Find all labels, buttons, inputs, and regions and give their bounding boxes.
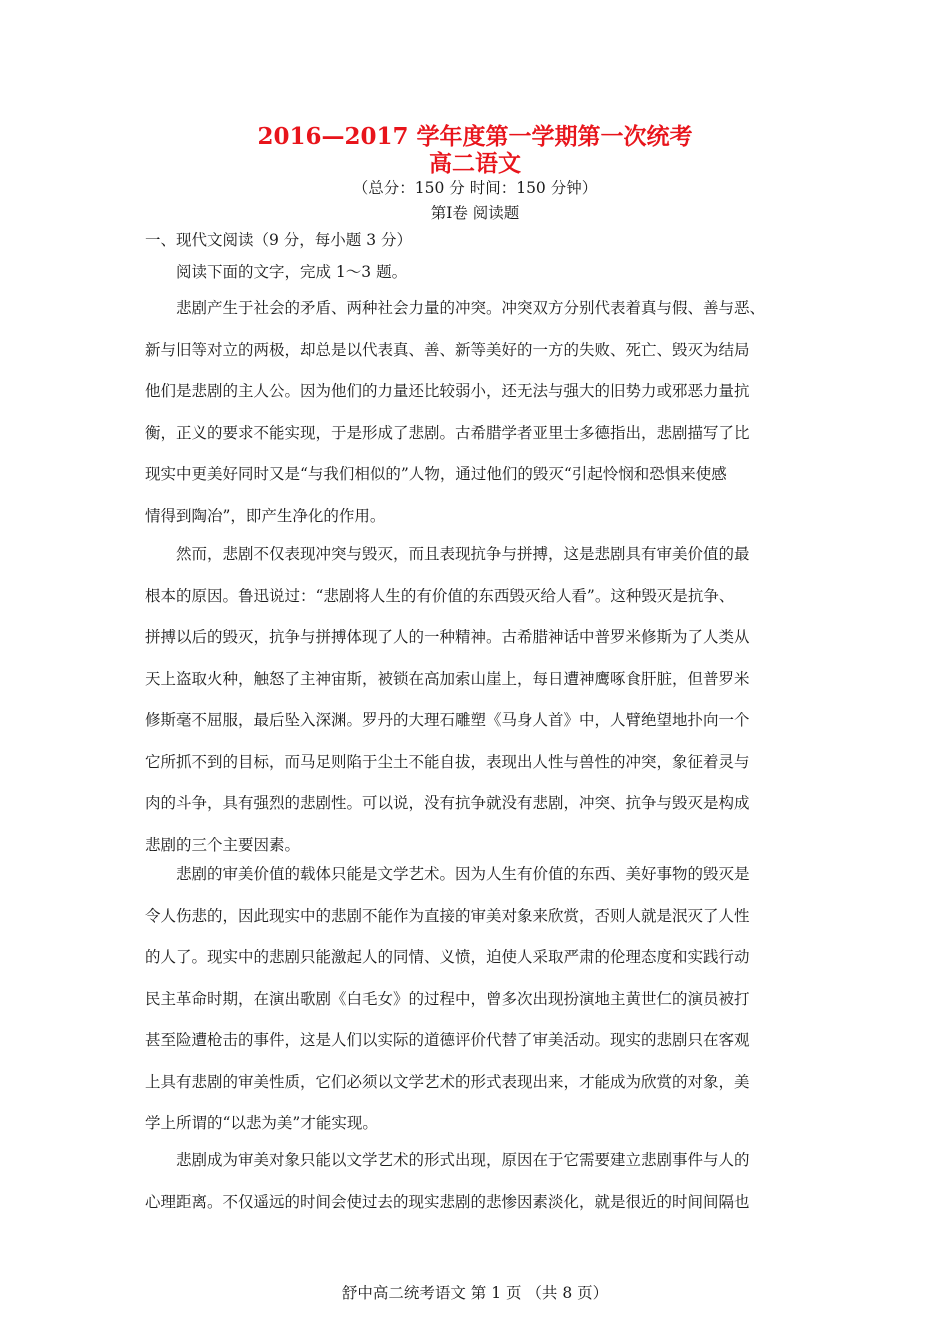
section-heading: 一、现代文阅读（9 分，每小题 3 分） <box>145 231 413 249</box>
paragraph-line: 肉的斗争，具有强烈的悲剧性。可以说，没有抗争就没有悲剧，冲突、抗争与毁灭是构成 <box>145 794 750 812</box>
paragraph-line: 它所抓不到的目标，而马足则陷于尘土不能自拔，表现出人性与兽性的冲突，象征着灵与 <box>145 752 750 771</box>
paragraph-line: 天上盗取火种，触怒了主神宙斯，被锁在高加索山崖上，每日遭神鹰啄食肝脏，但普罗米 <box>145 669 750 688</box>
passage-paragraph-1 <box>145 298 813 547</box>
paragraph-line: 拼搏以后的毁灭，抗争与拼搏体现了人的一种精神。古希腊神话中普罗米修斯为了人类从 <box>145 628 750 646</box>
paragraph-line: 悲剧的审美价值的载体只能是文学艺术。因为人生有价值的东西、美好事物的毁灭是 <box>145 865 750 883</box>
paragraph-line: 上具有悲剧的审美性质，它们必须以文学艺术的形式表现出来，才能成为欣赏的对象，美 <box>145 1072 750 1091</box>
paragraph-line: 悲剧的三个主要因素。 <box>145 835 301 854</box>
paragraph-line: 心理距离。不仅遥远的时间会使过去的现实悲剧的悲惨因素淡化，就是很近的时间间隔也 <box>145 1192 750 1211</box>
paragraph-line: 令人伤悲的，因此现实中的悲剧不能作为直接的审美对象来欣赏，否则人就是泯灭了人性 <box>145 906 750 925</box>
paragraph-line: 悲剧产生于社会的矛盾、两种社会力量的冲突。冲突双方分别代表着真与假、善与恶、 <box>145 299 766 317</box>
paragraph-line: 甚至险遭枪击的事件，这是人们以实际的道德评价代替了审美活动。现实的悲剧只在客观 <box>145 1031 750 1049</box>
paragraph-line: 学上所谓的“以悲为美”才能实现。 <box>145 1114 378 1132</box>
passage-paragraph-3 <box>145 864 813 1155</box>
volume-heading: 第Ⅰ卷 阅读题 <box>430 204 520 222</box>
paragraph-line: 民主革命时期，在演出歌剧《白毛女》的过程中，曾多次出现扮演地主黄世仁的演员被打 <box>145 989 750 1008</box>
passage-paragraph-2 <box>145 544 813 876</box>
paragraph-line: 根本的原因。鲁迅说过：“悲剧将人生的有价值的东西毁灭给人看”。这种毁灭是抗争、 <box>145 586 735 605</box>
page-footer: 舒中高二统考语文 第 1 页 （共 8 页） <box>341 1284 609 1302</box>
paragraph-line: 现实中更美好同时又是“与我们相似的”人物，通过他们的毁灭“引起怜悯和恐惧来使感 <box>145 465 727 483</box>
score-time-info: （总分：150 分 时间：150 分钟） <box>352 179 598 197</box>
subject-title: 高二语文 <box>429 150 521 177</box>
instruction-text: 阅读下面的文字，完成 1～3 题。 <box>176 263 408 281</box>
paragraph-line: 情得到陶冶”，即产生净化的作用。 <box>145 506 386 525</box>
paragraph-line: 新与旧等对立的两极，却总是以代表真、善、新等美好的一方的失败、死亡、毁灭为结局 <box>145 340 750 359</box>
passage-paragraph-4 <box>145 1150 813 1233</box>
paragraph-line: 然而，悲剧不仅表现冲突与毁灭，而且表现抗争与拼搏，这是悲剧具有审美价值的最 <box>145 545 750 563</box>
paragraph-line: 他们是悲剧的主人公。因为他们的力量还比较弱小，还无法与强大的旧势力或邪恶力量抗 <box>145 382 750 400</box>
paragraph-line: 修斯毫不屈服，最后坠入深渊。罗丹的大理石雕塑《马身人首》中，人臂绝望地扑向一个 <box>145 711 750 729</box>
paragraph-line: 衡，正义的要求不能实现，于是形成了悲剧。古希腊学者亚里士多德指出，悲剧描写了比 <box>145 423 750 442</box>
paragraph-line: 悲剧成为审美对象只能以文学艺术的形式出现，原因在于它需要建立悲剧事件与人的 <box>145 1151 750 1169</box>
paragraph-line: 的人了。现实中的悲剧只能激起人的同情、义愤，迫使人采取严肃的伦理态度和实践行动 <box>145 948 750 966</box>
exam-title: 2016—2017 学年度第一学期第一次统考 <box>257 123 693 150</box>
